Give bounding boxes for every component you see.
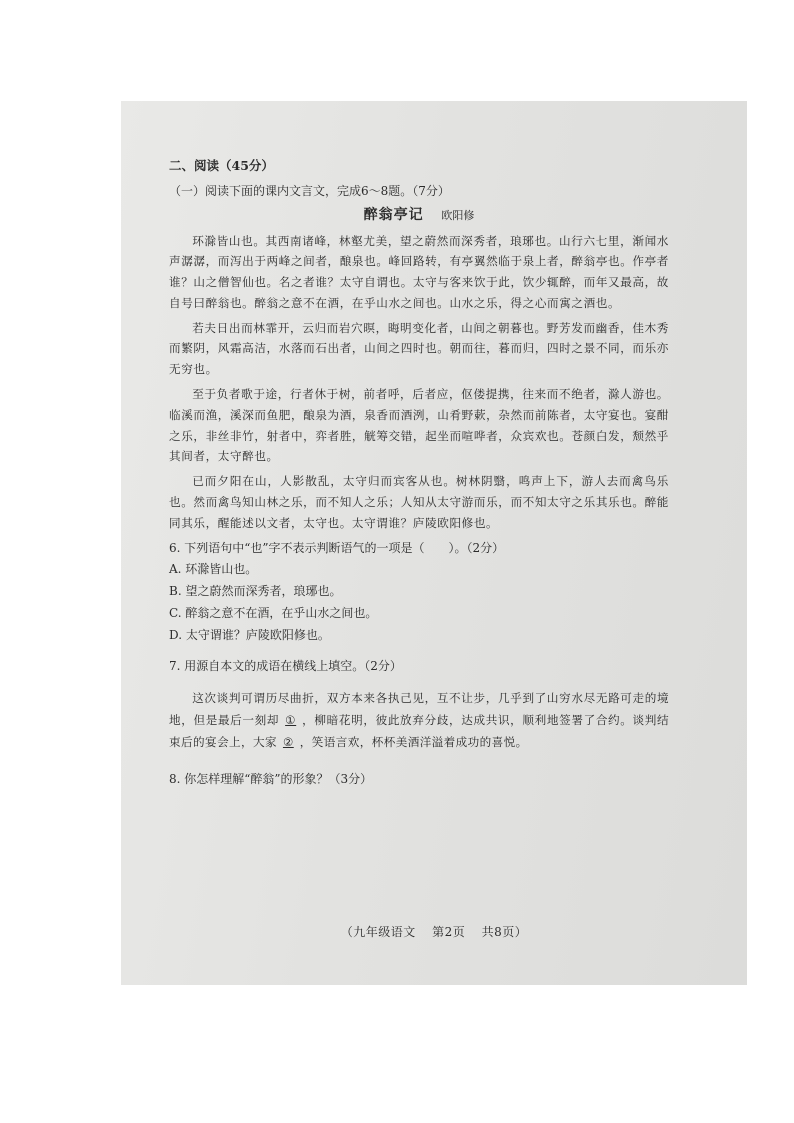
footer-grade: （九年级语文	[340, 925, 416, 939]
article-paragraph: 若夫日出而林霏开，云归而岩穴暝，晦明变化者，山间之朝暮也。野芳发而幽香，佳木秀而繁阴，风霜高洁，水落而石出者，山间之四时也。朝而往，暮而归，四时之景不同，而乐亦无穷也。	[169, 320, 669, 377]
exam-page	[121, 101, 747, 985]
article-paragraph: 已而夕阳在山，人影散乱，太守归而宾客从也。树林阴翳，鸣声上下，游人去而禽鸟乐也。然而禽鸟知山林之乐，而不知人之乐；人知从太守游而乐，而不知太守之乐其乐也。醉能同其乐，醒能述以文者，太守也。太守谓谁？庐陵欧阳修也。	[169, 474, 669, 530]
article-paragraph: 环滁皆山也。其西南诸峰，林壑尤美，望之蔚然而深秀者，琅琊也。山行六七里，渐闻水声潺潺，而泻出于两峰之间者，酿泉也。峰回路转，有亭翼然临于泉上者，醉翁亭也。作亭者谁？山之僧智仙也。名之者谁？太守自谓也。太守与客来饮于此，饮少辄醉，而年又最高，故自号曰醉翁也。醉翁之意不在酒，在乎山水之间也。山水之乐，得之心而寓之酒也。	[169, 233, 669, 310]
question-6-option-d: D. 太守谓谁？庐陵欧阳修也。	[169, 628, 330, 643]
question-7-blank-1: ①	[285, 712, 297, 727]
footer-total-pages: 共8页）	[481, 925, 528, 939]
question-7-blank-2: ②	[282, 734, 294, 749]
exam-content	[169, 156, 669, 789]
section-heading: 二、阅读（45分）	[169, 158, 274, 173]
question-7-text-part: ，柳暗花明，彼此放弃分歧，达成共识，顺利地签署了合约。谈判结束后的宴会上，大家	[169, 712, 669, 749]
footer-page-number: 第2页	[432, 925, 466, 939]
question-7-text-part: ，笑语言欢，杯杯美酒洋溢着成功的喜悦。	[299, 734, 528, 749]
question-7-stem: 7. 用源自本文的成语在横线上填空。（2分）	[169, 659, 402, 674]
question-6-option-a: A. 环滁皆山也。	[169, 562, 258, 577]
question-6-option-b: B. 望之蔚然而深秀者，琅琊也。	[169, 584, 342, 599]
section-instruction: （一）阅读下面的课内文言文，完成6～8题。（7分）	[169, 183, 450, 198]
article-header	[169, 205, 669, 227]
question-7-passage	[169, 687, 669, 753]
question-7-text-part: 这次谈判可谓历尽曲折，双方本来各执己见，互不让步，几乎到了山穷水尽无路可走的境地，但是最后一刻却	[169, 690, 669, 727]
question-8-stem: 8. 你怎样理解“醉翁”的形象？（3分）	[169, 771, 373, 786]
article-paragraph: 至于负者歌于途，行者休于树，前者呼，后者应，伛偻提携，往来而不绝者，滁人游也。临溪而渔，溪深而鱼肥，酿泉为酒，泉香而酒洌，山肴野蔌，杂然而前陈者，太守宴也。宴酣之乐，非丝非竹，射者中，弈者胜，觥筹交错，起坐而喧哗者，众宾欢也。苍颜白发，颓然乎其间者，太守醉也。	[169, 387, 669, 464]
article-title: 醉翁亭记	[363, 207, 424, 223]
page-footer	[121, 923, 747, 940]
question-6-stem: 6. 下列语句中“也”字不表示判断语气的一项是（ ）。（2分）	[169, 540, 505, 555]
article-author: 欧阳修	[441, 209, 475, 222]
question-6-option-c: C. 醉翁之意不在酒，在乎山水之间也。	[169, 606, 378, 621]
